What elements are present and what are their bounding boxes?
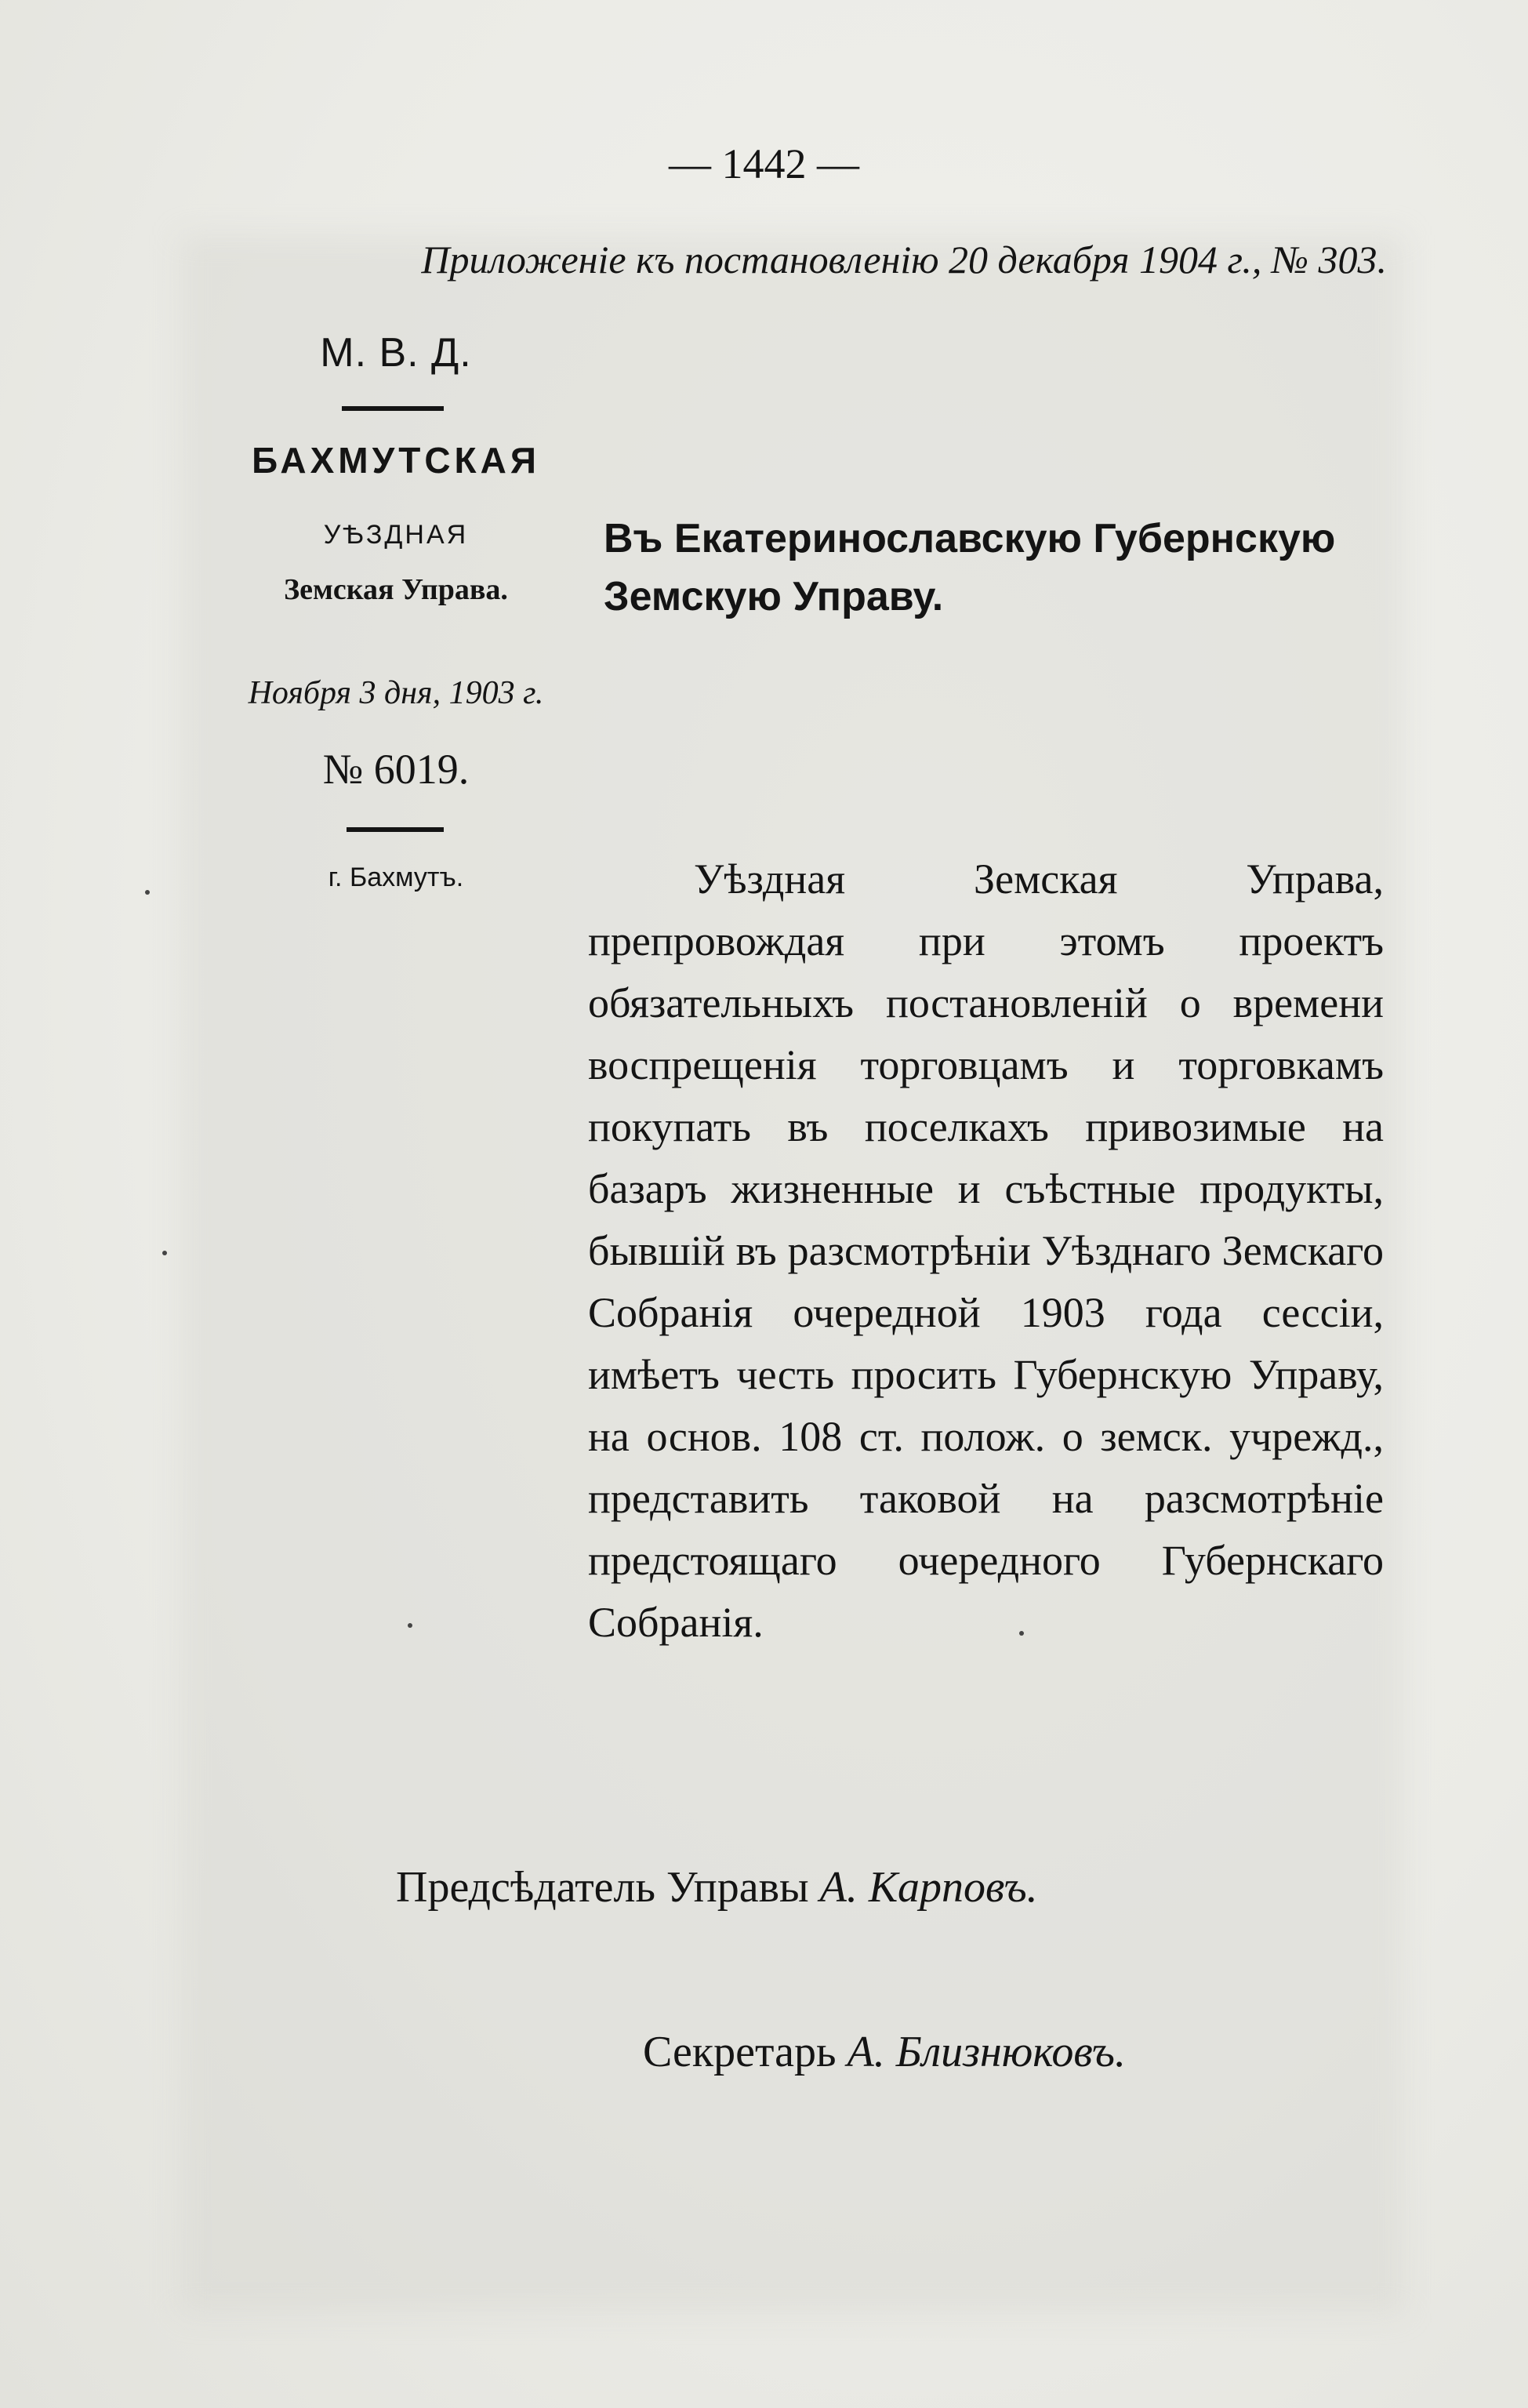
divider-rule <box>347 827 444 832</box>
speck <box>145 890 150 895</box>
addressee: Въ Екатеринославскую Губернскую Земскую Управу. <box>604 516 1336 619</box>
board-name: Земская Управа. <box>284 573 508 606</box>
body-text: Уѣздная Земская Управа, препровождая при этомъ проектъ обязательныхъ постановленiй о времени воспрещенiя торговцамъ и торговкамъ покупать въ поселкахъ привозимые на базаръ жизненные и съѣстные продукты, бывшiй въ разсмотрѣнiи Уѣзднаго Земскаго Собранiя очередной 1903 года сессiи, имѣетъ честь просить Губернскую Управу, на основ. 108 ст. полож. о земск. учрежд., представить таковой на разсмотрѣнiе предстоящаго очередного Губернскаго Собранiя. <box>588 855 1384 1646</box>
chair-title: Предсѣдатель Управы <box>396 1863 809 1912</box>
chair-name: А. Карповъ. <box>819 1863 1038 1912</box>
divider-rule <box>342 406 444 411</box>
speck <box>408 1623 412 1628</box>
uezdnaya-label: УѢЗДНАЯ <box>323 520 469 550</box>
ministry-abbrev: М. В. Д. <box>320 330 472 376</box>
body-paragraph <box>588 848 1384 1654</box>
letter-date: Ноября 3 дня, 1903 г. <box>248 675 544 711</box>
letter-number: № 6019. <box>322 746 470 793</box>
appendix-note: Приложенiе къ постановленiю 20 декабря 1904 г., № 303. <box>421 238 1387 281</box>
chair-signature <box>396 1862 1038 1912</box>
secretary-signature <box>643 2027 1126 2077</box>
page-number: — 1442 — <box>669 140 859 187</box>
speck <box>1019 1631 1024 1636</box>
city-name: г. Бахмутъ. <box>328 863 464 892</box>
speck <box>162 1251 167 1255</box>
district-name: БАХМУТСКАЯ <box>252 440 540 481</box>
secretary-title: Секретарь <box>643 2028 837 2076</box>
secretary-name: А. Близнюковъ. <box>847 2028 1126 2076</box>
